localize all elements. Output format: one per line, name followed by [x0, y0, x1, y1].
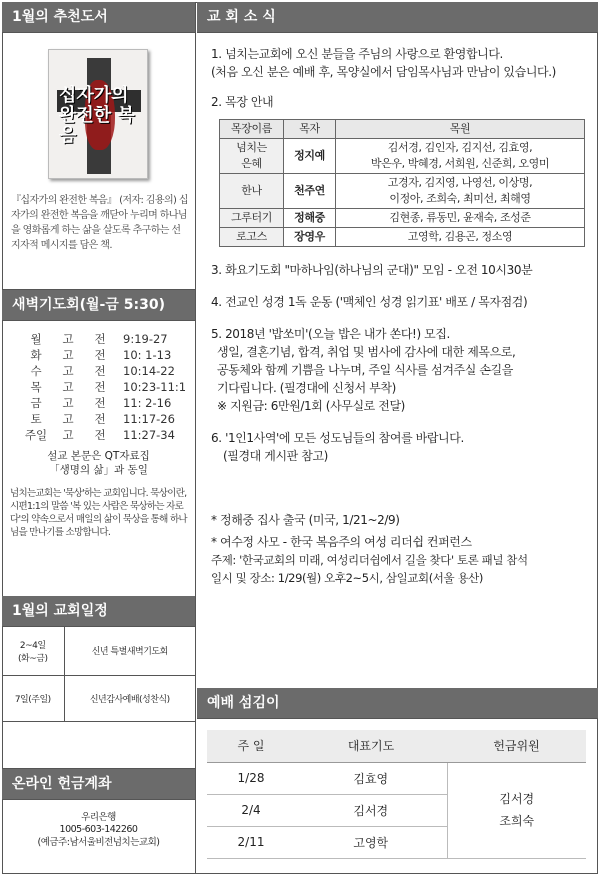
pasture-row: 넘치는 은혜 정지예 김서경, 김인자, 김지선, 김효영, 박은우, 박혜경, 서희원, 신준희, 오영미	[220, 139, 585, 174]
offering-header: 온라인 헌금계좌	[2, 769, 195, 799]
prayer-row: 월 고 전 9:19-27	[30, 332, 168, 346]
news-item: 6. '1인1사역'에 모든 성도님들의 참여를 바랍니다.	[211, 431, 464, 445]
news-item-detail: 공동체와 함께 기쁨을 나누며, 주일 식사를 섬겨주실 손길을	[217, 363, 513, 377]
worship-header: 예배 섬김이	[197, 688, 598, 718]
worship-row: 1/28 김효영 김서경 조희숙	[207, 762, 586, 794]
pasture-row: 로고스 장영우 고영학, 김용곤, 정소영	[220, 228, 585, 247]
news-item: 1. 넘치는교회에 오신 분들을 주님의 사랑으로 환영합니다.	[211, 47, 503, 61]
announcement-detail: 주제: '한국교회의 미래, 여성리더쉽에서 길을 찾다' 토론 패널 참석	[211, 553, 528, 567]
news-header: 교 회 소 식	[197, 2, 598, 32]
offering-team: 김서경 조희숙	[447, 762, 586, 858]
schedule-section	[2, 626, 195, 769]
left-column	[2, 2, 196, 874]
schedule-row: 2~4일 (화~금) 신년 특별새벽기도회	[2, 627, 195, 675]
book-cover-image	[48, 49, 148, 179]
announcement-detail: 일시 및 장소: 1/29(월) 오후2~5시, 삼일교회(서울 용산)	[211, 571, 483, 585]
prayer-header: 새벽기도회(월-금 5:30)	[2, 290, 195, 320]
pasture-table	[219, 119, 585, 247]
news-item: 4. 전교인 성경 1독 운동 ('맥체인 성경 읽기표' 배포 / 목자점검)	[211, 295, 528, 309]
meditation-note: 넘치는교회는 '묵상'하는 교회입니다. 묵상이란, 시편1:1의 말씀 '복 있는 사람은 묵상하는 자로다'의 약속으로서 매일의 삶이 묵상을 통해 하나님을 만나기를 소망합니다.	[10, 488, 187, 538]
prayer-row: 주일 고 전 11:27-34	[24, 428, 175, 442]
prayer-list	[2, 321, 195, 443]
pasture-table-header: 목장이름 목자 목원	[220, 120, 585, 139]
bank-account-info: 우리은행 1005-603-142260 (예금주:남서울비전넘치는교회)	[2, 799, 195, 850]
schedule-row: 7일(주일) 신년감사예배(성찬식)	[2, 675, 195, 721]
pasture-row: 그루터기 정해중 김현종, 류동민, 윤재숙, 조성준	[220, 209, 585, 228]
schedule-header: 1월의 교회일정	[2, 596, 195, 626]
news-item-detail: 생일, 결혼기념, 합격, 취업 및 범사에 감사에 대한 제목으로,	[217, 345, 516, 359]
news-item: 3. 화요기도회 "마하나임(하나님의 군대)" 모임 - 오전 10시30분	[211, 263, 533, 277]
pasture-row: 한나 천주연 고경자, 김지영, 나영선, 이상명, 이정아, 조희숙, 최미선, 최해영	[220, 174, 585, 209]
prayer-section	[2, 320, 195, 596]
worship-section	[197, 718, 598, 859]
book-section	[2, 32, 195, 290]
news-item-detail: (처음 오신 분은 예배 후, 목양실에서 담임목사님과 만남이 있습니다.)	[211, 65, 556, 79]
news-item: 5. 2018년 '밥쏘미'(오늘 밥은 내가 쏜다!) 모집.	[211, 327, 450, 341]
prayer-row: 수 고 전 10:14-22	[30, 364, 175, 378]
news-item: 2. 목장 안내	[211, 95, 274, 109]
news-item-detail: 기다립니다. (필경대에 신청서 부착)	[217, 381, 396, 395]
schedule-table	[2, 627, 195, 722]
prayer-row: 금 고 전 11: 2-16	[30, 396, 172, 410]
announcement: * 정해중 집사 출국 (미국, 1/21~2/9)	[211, 513, 400, 527]
sermon-note: 설교 본문은 QT자료집 「생명의 삶」과 동일	[47, 450, 150, 476]
prayer-row: 화 고 전 10: 1-13	[30, 348, 172, 362]
news-item-detail: (필경대 게시판 참고)	[223, 449, 328, 463]
prayer-row: 목 고 전 10:23-11:1	[30, 380, 187, 394]
worship-table	[207, 730, 586, 859]
book-cover-title: 십자가의 완전한 복음	[59, 85, 135, 146]
news-item-detail: ※ 지원금: 6만원/1회 (사무실로 전달)	[217, 399, 405, 413]
book-header: 1월의 추천도서	[2, 2, 195, 32]
prayer-row: 토 고 전 11:17-26	[30, 412, 175, 426]
right-column	[197, 2, 598, 874]
worship-row: 2/4 김서경	[207, 794, 586, 826]
worship-table-header: 주 일 대표기도 헌금위원	[207, 730, 586, 762]
announcement: * 여수정 사모 - 한국 복음주의 여성 리더쉽 컨퍼런스	[211, 535, 472, 549]
worship-row: 2/11 고영학	[207, 826, 586, 858]
news-section	[197, 32, 598, 688]
book-description: 『십자가의 완전한 복음』 (저자: 김용의) 십자가의 완전한 복음을 깨닫아 누리며 하나님을 영화롭게 하는 삶을 살도록 추구하는 선지자적 메시지를 담은 책.	[11, 195, 188, 251]
